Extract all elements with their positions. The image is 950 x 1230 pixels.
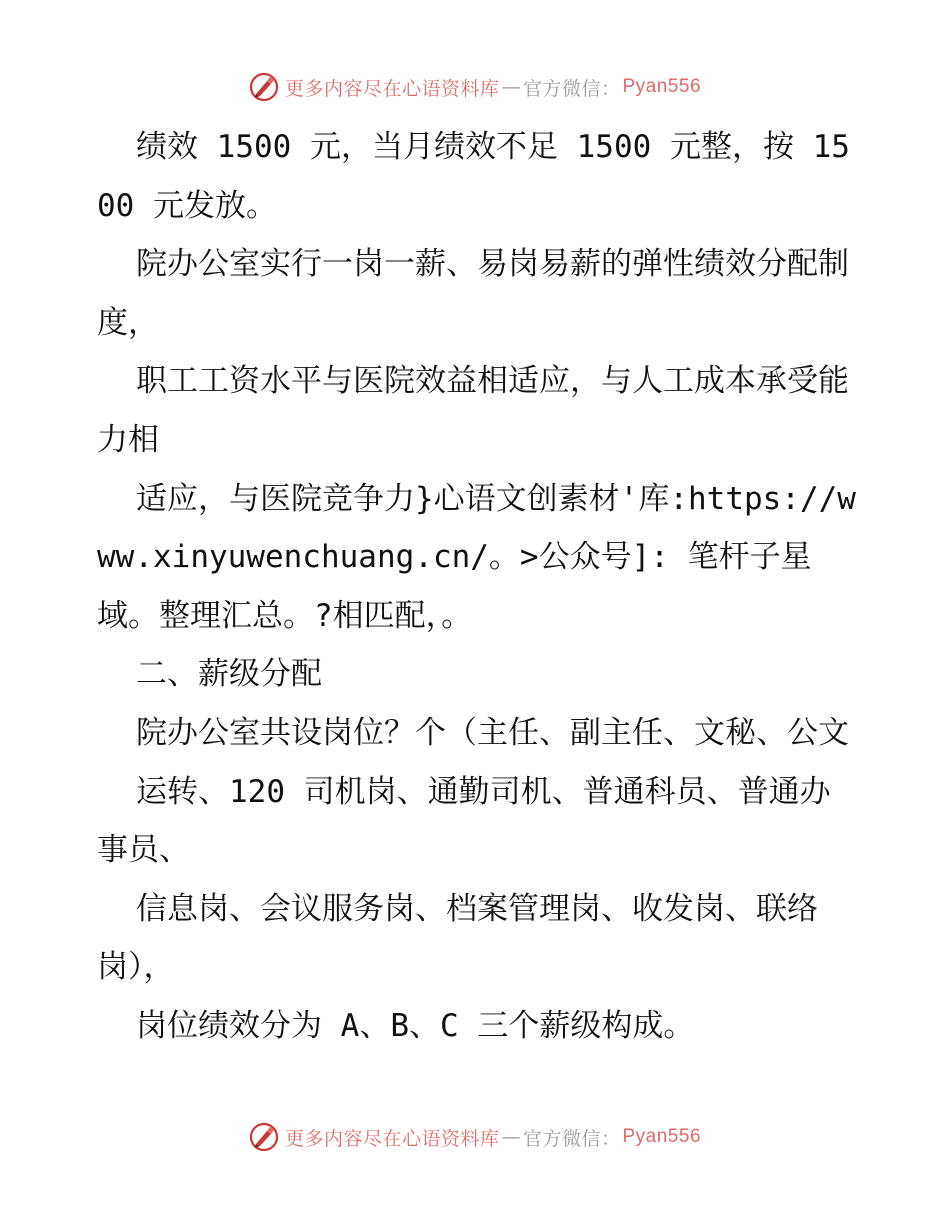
- header-watermark: [0, 72, 950, 102]
- paragraph: 院办公室共设岗位？个（主任、副主任、文秘、公文: [136, 714, 849, 751]
- watermark-separator: —: [501, 76, 521, 98]
- watermark-main-text: 更多内容尽在心语资料库: [284, 77, 500, 100]
- watermark-main-text: 更多内容尽在心语资料库: [284, 1127, 500, 1150]
- watermark-official-label: 官方微信：: [522, 1127, 621, 1150]
- watermark-separator: —: [501, 1126, 521, 1148]
- footer-watermark: [0, 1122, 950, 1152]
- watermark-wechat-id: Pyan556: [622, 76, 702, 97]
- watermark-official-label: 官方微信：: [522, 77, 621, 100]
- pen-logo-icon: [249, 1122, 279, 1152]
- watermark-wechat-id: Pyan556: [622, 1126, 702, 1147]
- pen-logo-icon: [249, 72, 279, 102]
- section-heading: 二、薪级分配: [136, 656, 322, 693]
- paragraph: 岗位绩效分为 A、B、C 三个薪级构成。: [136, 1007, 695, 1044]
- paragraph: 信息岗、会议服务岗、档案管理岗、收发岗、联络岗），: [97, 890, 818, 986]
- paragraph: 职工工资水平与医院效益相适应，与人工成本承受能力相: [97, 363, 849, 458]
- paragraph: 运转、120 司机岗、通勤司机、普通科员、普通办事员、: [97, 773, 831, 869]
- document-body: [97, 118, 857, 1056]
- paragraph: 绩效 1500 元，当月绩效不足 1500 元整，按 1500 元发放。: [97, 129, 850, 224]
- paragraph: 适应，与医院竞争力}心语文创素材'库:https://www.xinyuwenchuang.cn/。>公众号]: 笔杆子星域。整理汇总。?相匹配，。: [97, 480, 856, 634]
- paragraph: 院办公室实行一岗一薪、易岗易薪的弹性绩效分配制度，: [97, 246, 849, 341]
